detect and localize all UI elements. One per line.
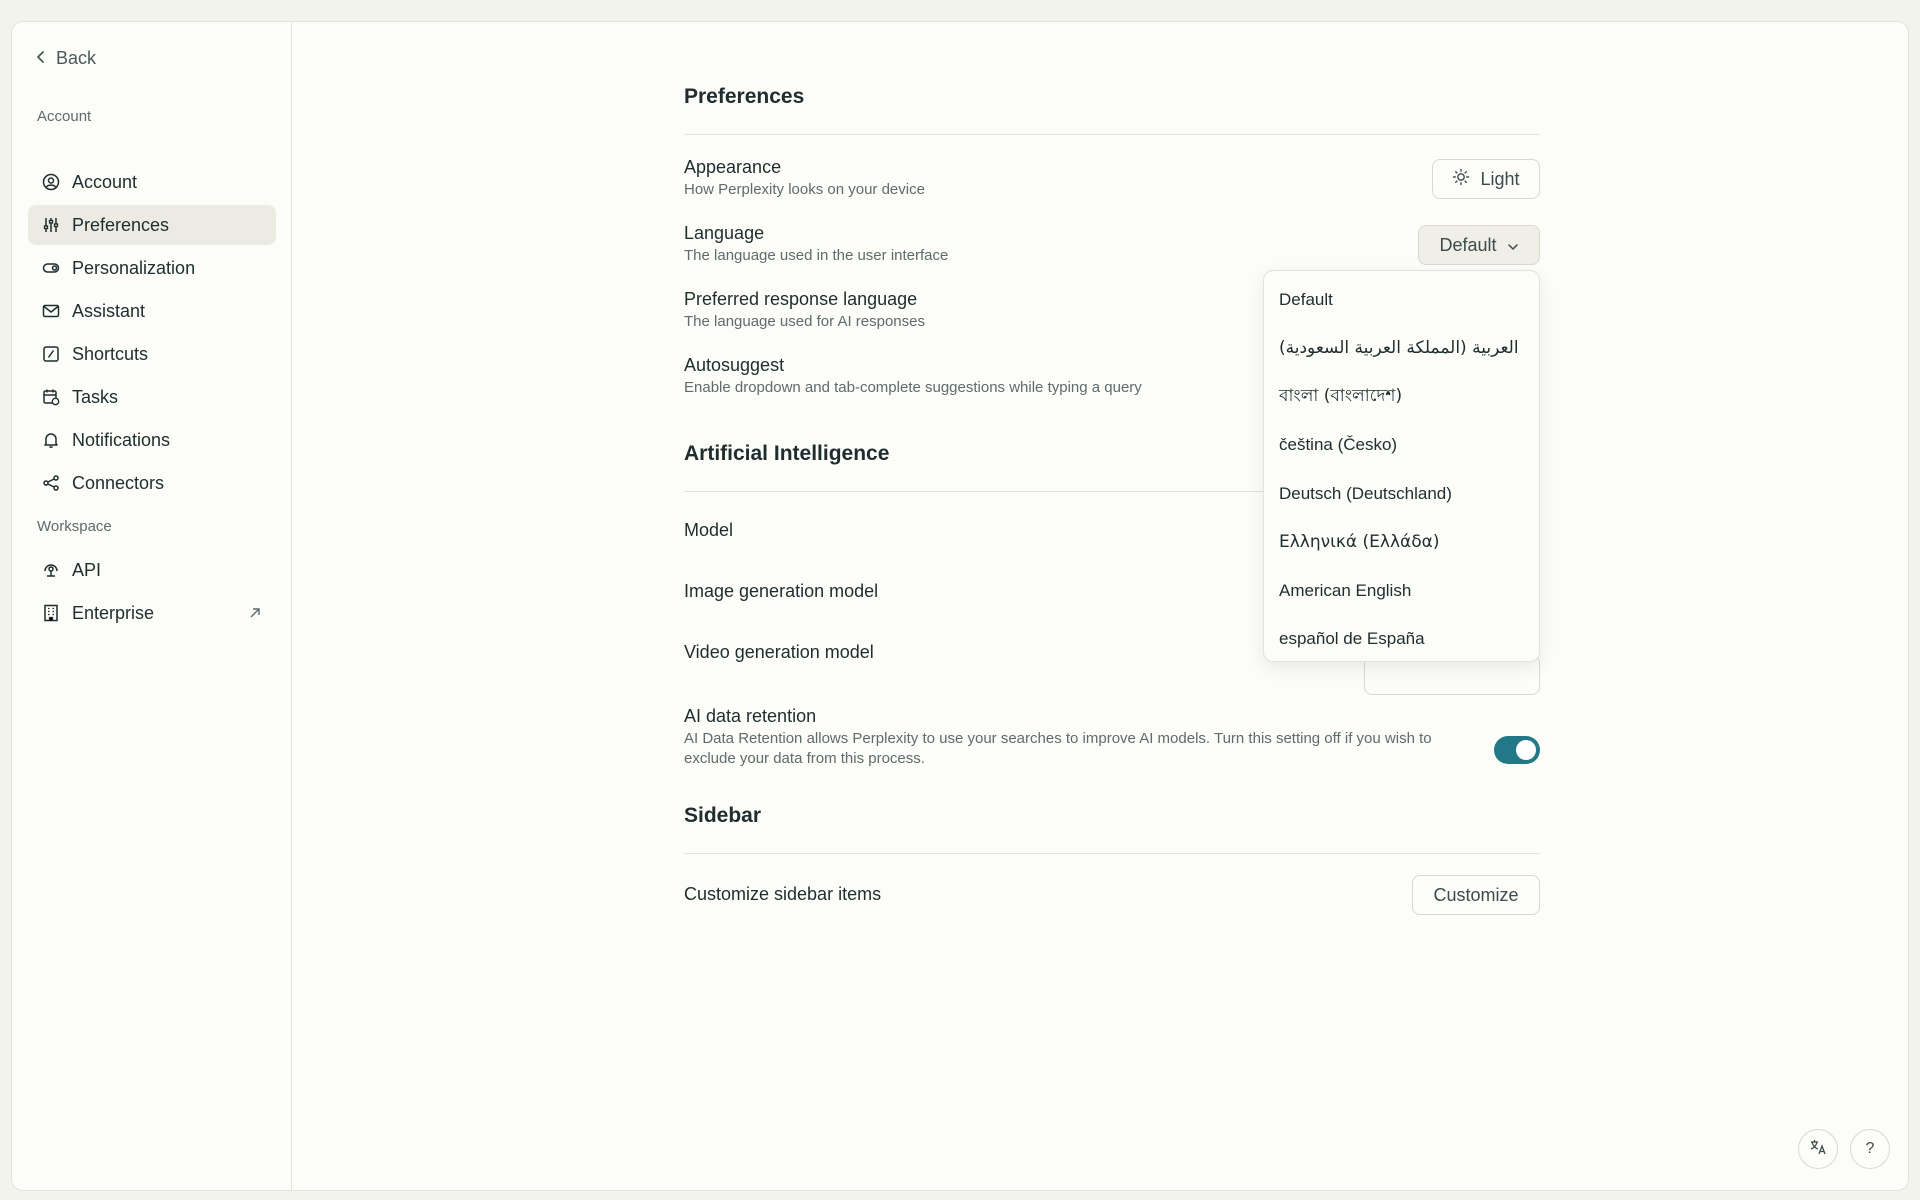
external-link-icon — [248, 604, 262, 625]
language-option-arabic[interactable]: العربية (المملكة العربية السعودية) — [1279, 338, 1519, 358]
sidebar-item-enterprise[interactable] — [28, 593, 276, 633]
sidebar-item-label: Account — [72, 171, 138, 192]
customize-button[interactable]: Customize — [1412, 875, 1540, 915]
response-language-desc: The language used for AI responses — [684, 313, 925, 330]
sidebar-item-assistant[interactable] — [28, 291, 276, 331]
sliders-icon — [42, 216, 60, 234]
response-language-title: Preferred response language — [684, 289, 918, 309]
model-title: Model — [684, 520, 734, 540]
sidebar-item-label: Assistant — [72, 300, 146, 321]
sidebar-item-label: Enterprise — [72, 602, 155, 623]
share-nodes-icon — [42, 474, 60, 492]
section-title-ai: Artificial Intelligence — [684, 442, 890, 465]
workspace-section-header: Workspace — [37, 518, 112, 535]
sidebar-item-tasks[interactable] — [28, 377, 276, 417]
chevron-down-icon — [1507, 235, 1519, 256]
appearance-title: Appearance — [684, 157, 782, 177]
language-option-greek[interactable]: Ελληνικά (Ελλάδα) — [1279, 532, 1440, 552]
sidebar-item-shortcuts[interactable] — [28, 334, 276, 374]
appearance-button[interactable] — [1432, 159, 1540, 199]
settings-window — [11, 21, 1909, 1191]
bell-icon — [42, 431, 60, 449]
video-model-title: Video generation model — [684, 642, 874, 662]
sun-icon — [1452, 168, 1470, 191]
image-model-title: Image generation model — [684, 581, 879, 601]
slash-square-icon — [42, 345, 60, 363]
sidebar-item-preferences[interactable] — [28, 205, 276, 245]
appearance-desc: How Perplexity looks on your device — [684, 181, 925, 198]
building-icon — [42, 604, 60, 622]
calendar-clock-icon — [42, 388, 60, 406]
sidebar-item-label: Tasks — [72, 386, 119, 407]
sidebar-item-label: Shortcuts — [72, 343, 149, 364]
sidebar-item-label: Personalization — [72, 257, 196, 278]
sidebar-item-connectors[interactable] — [28, 463, 276, 503]
language-value: Default — [1439, 234, 1497, 255]
sidebar-item-label: Connectors — [72, 472, 165, 493]
language-dropdown — [1263, 270, 1540, 662]
language-title: Language — [684, 223, 765, 243]
settings-main — [292, 22, 1908, 1190]
section-divider — [684, 134, 1540, 135]
language-desc: The language used in the user interface — [684, 247, 949, 264]
language-option-default[interactable]: Default — [1279, 290, 1333, 309]
section-title-preferences: Preferences — [684, 85, 805, 108]
account-section-header: Account — [37, 108, 92, 125]
sidebar-item-label: Notifications — [72, 429, 171, 450]
autosuggest-desc: Enable dropdown and tab-complete suggestions while typing a query — [684, 379, 1142, 396]
translate-icon — [1809, 1138, 1827, 1161]
section-divider — [684, 853, 1540, 854]
back-button[interactable] — [36, 43, 96, 73]
sidebar-item-label: Preferences — [72, 214, 170, 235]
customize-title: Customize sidebar items — [684, 884, 882, 904]
autosuggest-title: Autosuggest — [684, 355, 785, 375]
retention-toggle[interactable] — [1494, 736, 1540, 764]
language-select[interactable] — [1418, 225, 1540, 265]
retention-desc: AI Data Retention allows Perplexity to use your searches to improve AI models. Turn this setting off if you wish to exclude your data from this process. — [684, 730, 1432, 767]
chevron-left-icon — [36, 48, 46, 69]
section-title-sidebar: Sidebar — [684, 804, 762, 827]
api-icon — [42, 561, 60, 579]
help-label: ? — [1865, 1140, 1875, 1157]
appearance-value: Light — [1480, 168, 1520, 189]
sidebar-item-api[interactable] — [28, 550, 276, 590]
toggle-knob — [1516, 740, 1536, 760]
language-option-american-english[interactable]: American English — [1279, 581, 1412, 600]
help-button[interactable] — [1850, 1129, 1890, 1169]
back-label: Back — [56, 47, 97, 68]
sidebar-item-label: API — [72, 559, 102, 580]
language-option-german[interactable]: Deutsch (Deutschland) — [1279, 484, 1452, 503]
settings-sidebar — [12, 22, 292, 1190]
language-option-bangla[interactable]: বাংলা (বাংলাদেশ) — [1279, 386, 1403, 406]
sidebar-item-account[interactable] — [28, 162, 276, 202]
translate-button[interactable] — [1798, 1129, 1838, 1169]
sidebar-item-notifications[interactable] — [28, 420, 276, 460]
retention-title: AI data retention — [684, 706, 817, 726]
language-option-spanish[interactable]: español de España — [1279, 629, 1425, 648]
toggle-icon — [42, 259, 60, 277]
sidebar-item-personalization[interactable] — [28, 248, 276, 288]
language-option-czech[interactable]: čeština (Česko) — [1279, 435, 1398, 454]
mail-icon — [42, 302, 60, 320]
user-circle-icon — [42, 173, 60, 191]
